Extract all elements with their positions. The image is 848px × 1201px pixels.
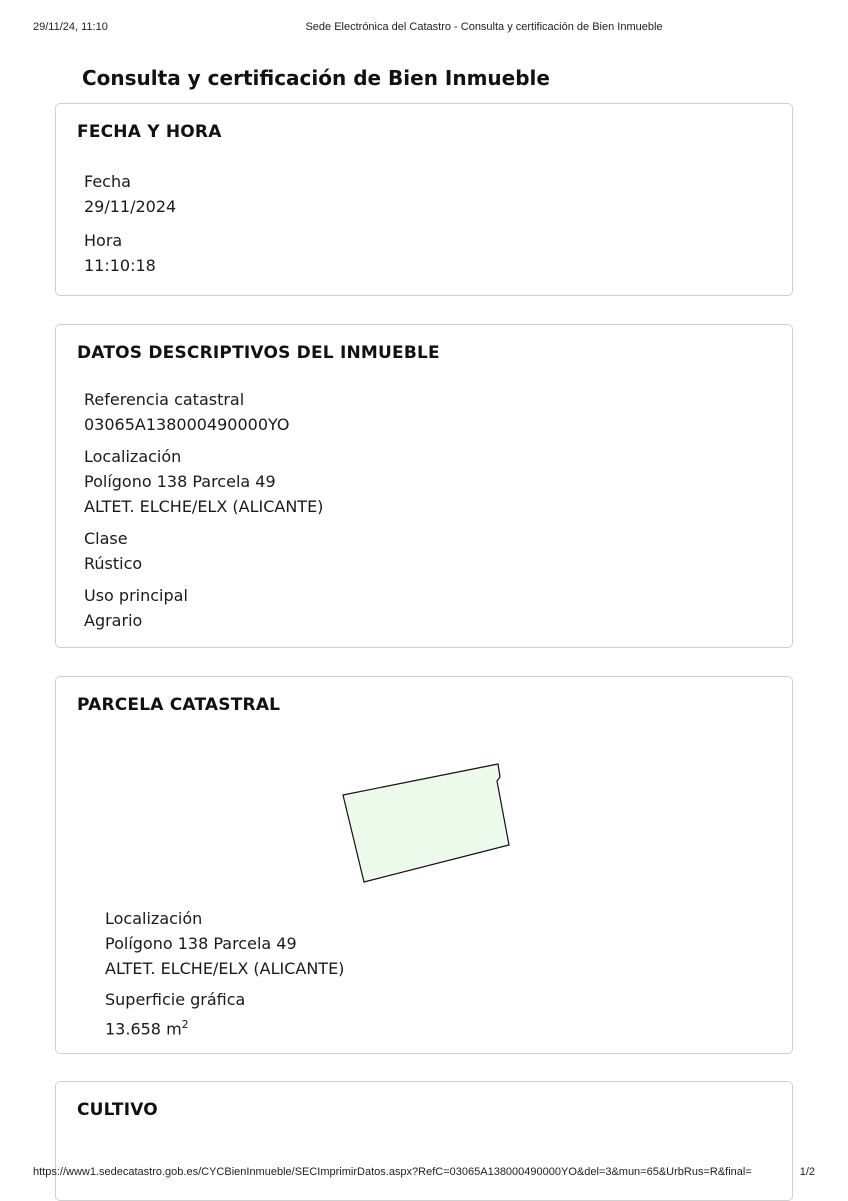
referencia-label: Referencia catastral (84, 390, 245, 409)
localizacion-line2: ALTET. ELCHE/ELX (ALICANTE) (84, 497, 324, 516)
datos-heading: DATOS DESCRIPTIVOS DEL INMUEBLE (77, 343, 440, 363)
parcela-catastral-card (55, 676, 793, 1054)
hora-field (84, 228, 156, 278)
referencia-field (84, 387, 290, 437)
parcela-localizacion-line1: Polígono 138 Parcela 49 (105, 934, 297, 953)
superficie-value: 13.658 m (105, 1019, 182, 1039)
referencia-value: 03065A138000490000YO (84, 415, 290, 434)
superficie-unit-exponent: 2 (181, 1018, 189, 1031)
parcela-localizacion-line2: ALTET. ELCHE/ELX (ALICANTE) (105, 959, 345, 978)
uso-label: Uso principal (84, 586, 188, 605)
page-title: Consulta y certificación de Bien Inmueble (82, 66, 550, 90)
fecha-label: Fecha (84, 172, 131, 191)
print-page-title: Sede Electrónica del Catastro - Consulta y certificación de Bien Inmueble (305, 21, 663, 33)
parcel-polygon (343, 764, 509, 882)
localizacion-line1: Polígono 138 Parcela 49 (84, 472, 276, 491)
parcel-map (342, 763, 512, 887)
print-footer (0, 1166, 848, 1180)
cultivo-heading: CULTIVO (77, 1100, 158, 1120)
cultivo-card (55, 1081, 793, 1201)
clase-field (84, 526, 142, 576)
uso-field (84, 583, 188, 633)
parcela-heading: PARCELA CATASTRAL (77, 695, 281, 715)
print-url: https://www1.sedecatastro.gob.es/CYCBienInmueble/SECImprimirDatos.aspx?RefC=03065A138000490000YO&del=3&mun=65&UrbRus=R&final= (33, 1166, 752, 1178)
parcela-localizacion-label: Localización (105, 909, 203, 928)
localizacion-field (84, 444, 323, 519)
fecha-field (84, 169, 176, 219)
clase-label: Clase (84, 529, 128, 548)
fecha-hora-card (55, 103, 793, 296)
datos-descriptivos-card (55, 324, 793, 648)
superficie-label: Superficie gráfica (105, 990, 246, 1009)
fecha-value: 29/11/2024 (84, 197, 177, 216)
superficie-field (105, 987, 245, 1041)
hora-value: 11:10:18 (84, 256, 156, 275)
print-header (0, 21, 848, 35)
superficie-value-wrap (105, 1012, 245, 1041)
print-datetime: 29/11/24, 11:10 (33, 21, 108, 33)
uso-value: Agrario (84, 611, 143, 630)
localizacion-label: Localización (84, 447, 182, 466)
print-page-number: 1/2 (799, 1166, 815, 1178)
fecha-hora-heading: FECHA Y HORA (77, 122, 222, 142)
hora-label: Hora (84, 231, 123, 250)
clase-value: Rústico (84, 554, 143, 573)
parcela-localizacion-field (105, 906, 344, 981)
